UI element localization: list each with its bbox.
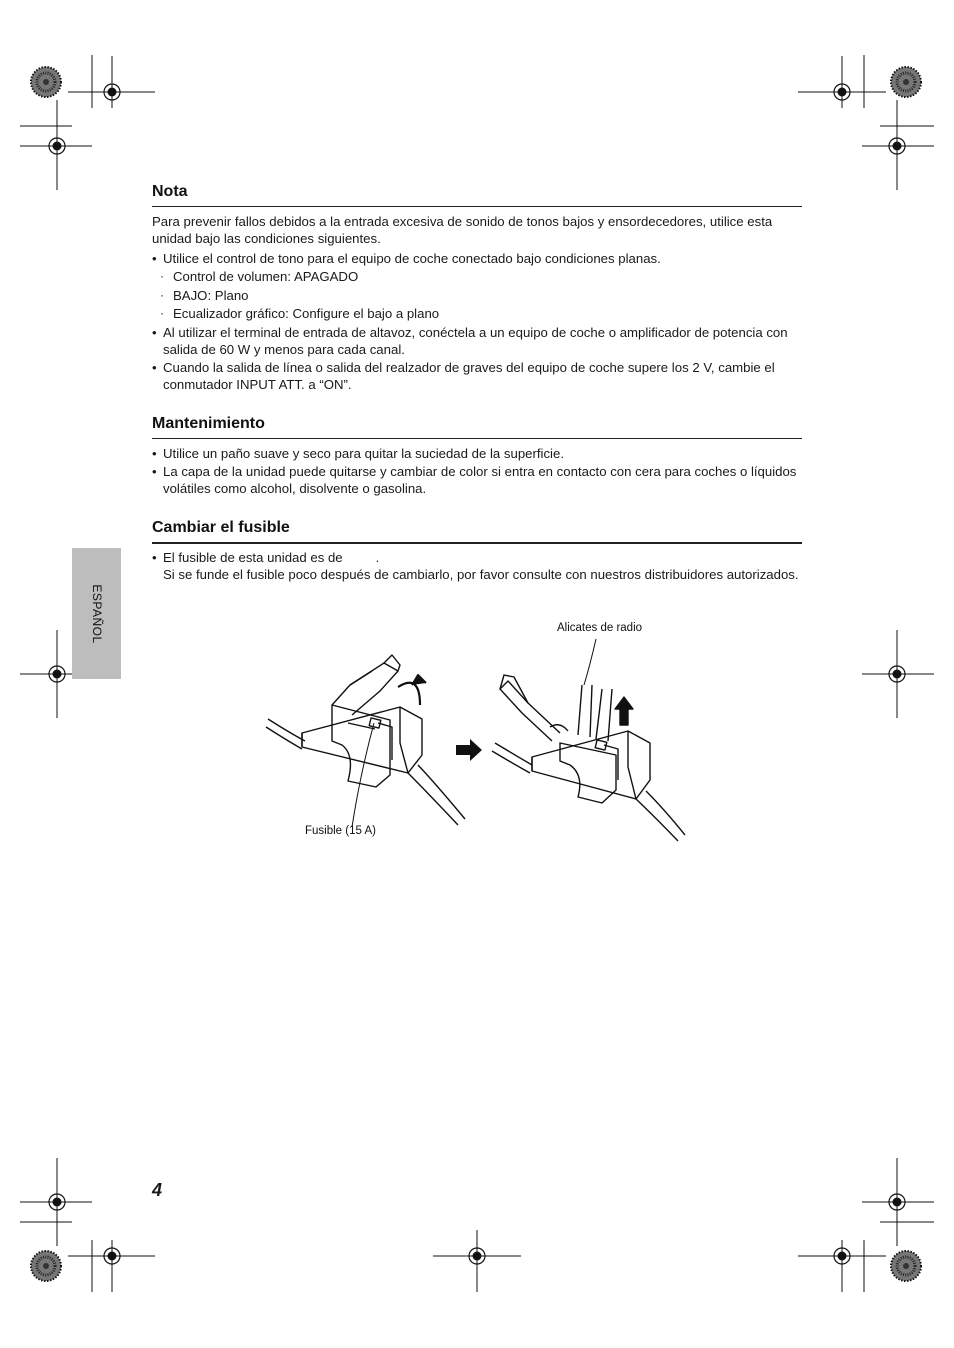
nota-intro: Para prevenir fallos debidos a la entrada excesiva de sonido de tonos bajos y ensordecedores, utilice esta unidad bajo las condiciones siguientes. [152, 214, 773, 246]
language-label: ESPAÑOL [89, 583, 104, 644]
pliers-caption: Alicates de radio [557, 622, 643, 634]
bullet-icon: • [152, 446, 157, 461]
section-divider [152, 438, 802, 439]
mantenimiento-heading: Mantenimiento [152, 415, 265, 432]
right-arrow-icon [456, 739, 482, 761]
page-number: 4 [152, 1180, 163, 1200]
bullet-text: Al utilizar el terminal de entrada de altavoz, conéctela a un equipo de coche o amplificador de potencia con salida de 60 W y menos para cada canal. [163, 325, 788, 357]
registration-mark-icon [20, 55, 155, 190]
bullet-icon: • [152, 550, 157, 565]
section-divider [152, 542, 802, 544]
registration-mark-icon [862, 630, 934, 718]
bullet-text: Si se funde el fusible poco después de cambiarlo, por favor consulte con nuestros distribuidores autorizados. [163, 567, 799, 582]
fuse-replacement-illustration [260, 615, 700, 860]
registration-mark-icon [433, 1230, 521, 1292]
section-divider [152, 206, 802, 207]
bullet-icon: • [152, 464, 157, 479]
bullet-text: Cuando la salida de línea o salida del realzador de graves del equipo de coche supere los 2 V, cambie el conmutador INPUT ATT. a “ON”. [163, 360, 775, 392]
middle-dot-icon: · [160, 288, 164, 302]
bullet-icon: • [152, 325, 157, 340]
sub-item-text: Control de volumen: APAGADO [173, 269, 359, 284]
nota-heading: Nota [152, 183, 188, 200]
fuse-caption: Fusible (15 A) [305, 825, 376, 837]
bullet-text: Utilice un paño suave y seco para quitar la suciedad de la superficie. [163, 446, 564, 461]
middle-dot-icon: · [160, 306, 164, 320]
middle-dot-icon: · [160, 269, 164, 283]
registration-mark-icon [20, 1158, 155, 1292]
sub-item-text: Ecualizador gráfico: Configure el bajo a plano [173, 306, 440, 321]
bullet-text: La capa de la unidad puede quitarse y cambiar de color si entra en contacto con cera para coches o líquidos volátiles como alcohol, disolvente o gasolina. [163, 464, 797, 496]
language-side-tab [72, 548, 121, 679]
bullet-icon: • [152, 360, 157, 375]
bullet-text: Utilice el control de tono para el equipo de coche conectado bajo condiciones planas. [163, 251, 661, 266]
sub-item-text: BAJO: Plano [173, 288, 249, 303]
fusible-heading: Cambiar el fusible [152, 519, 290, 536]
registration-mark-icon [798, 1158, 934, 1292]
registration-mark-icon [798, 55, 934, 190]
fuse-holder-drawing [260, 615, 700, 855]
bullet-text: El fusible de esta unidad es de . [163, 550, 380, 565]
bullet-icon: • [152, 251, 157, 266]
